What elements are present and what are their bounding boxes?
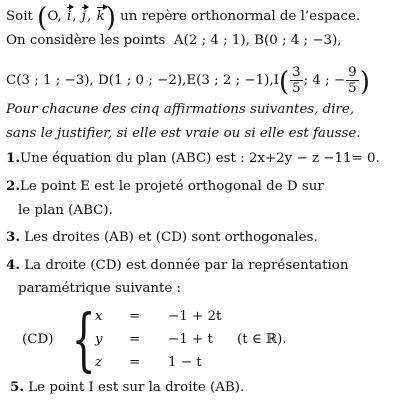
system-label: (CD)	[22, 332, 54, 347]
instruction-line-1: Pour chacune des cinq affirmations suivantes, dire,	[6, 102, 355, 117]
fraction-3-5	[290, 65, 303, 96]
point-A: A(2 ; 4 ; 1),	[173, 33, 250, 48]
item-3	[6, 231, 318, 244]
vector-i: i	[67, 9, 72, 24]
point-E: E(3 ; 2 ; −1),	[186, 73, 274, 88]
sep-comma: ,	[87, 9, 92, 24]
intro-line-2	[6, 34, 342, 47]
item-4	[6, 259, 348, 272]
frac-num: 9	[348, 65, 357, 80]
system-rhs-z: 1 − t	[168, 355, 202, 370]
fraction-9-5	[346, 65, 359, 96]
sep-comma: ,	[72, 9, 77, 24]
repere-text: un repère orthonormal de l’espace.	[120, 9, 361, 24]
item-2	[6, 180, 324, 193]
I-close-paren: )	[359, 66, 370, 98]
left-brace: {	[71, 301, 96, 380]
item-number: 3.	[6, 229, 20, 245]
vector-j: j	[81, 9, 87, 24]
frac-den: 5	[292, 81, 301, 96]
system-eq: =	[129, 309, 141, 324]
intro-soit: Soit	[6, 9, 33, 24]
system-domain: (t ∈ ℝ).	[237, 332, 287, 347]
I-middle: ; 4 ; −	[303, 73, 346, 88]
item-5	[10, 381, 244, 394]
intro-line-1	[6, 2, 361, 34]
origin-label: O,	[47, 9, 62, 24]
item-number: 1.	[6, 150, 20, 166]
considere-text: On considère les points	[6, 33, 166, 48]
item-2-line-2: le plan (ABC).	[18, 203, 113, 218]
system-eq: =	[129, 355, 141, 370]
item-4-line-2: paramétrique suivante :	[18, 281, 182, 296]
point-C: C(3 ; 1 ; −3),	[6, 73, 94, 88]
item-text: Le point E est le projeté orthogonal de D sur	[19, 179, 324, 194]
item-text: Les droites (AB) et (CD) sont orthogonales.	[24, 230, 318, 245]
system-var-y: y	[95, 332, 103, 347]
open-paren: (	[37, 2, 48, 34]
item-number: 5.	[10, 379, 24, 395]
intro-line-3	[6, 65, 370, 96]
system-var-z: z	[95, 355, 103, 370]
item-text: Le point I est sur la droite (AB).	[28, 380, 245, 395]
point-D: D(1 ; 0 ; −2),	[98, 73, 187, 88]
close-paren: )	[105, 2, 116, 34]
instruction-line-2: sans le justifier, si elle est vraie ou si elle est fausse.	[6, 126, 361, 141]
item-text: Une équation du plan (ABC) est : 2x+2y − z −11= 0.	[19, 151, 380, 166]
system-rhs-x: −1 + 2t	[168, 309, 222, 324]
item-text: La droite (CD) est donnée par la représentation	[24, 258, 349, 273]
frac-num: 3	[292, 65, 301, 80]
system-eq: =	[129, 332, 141, 347]
system-rhs-y: −1 + t	[168, 332, 213, 347]
point-I-prefix: I	[273, 73, 279, 88]
system-var-x: x	[95, 309, 103, 324]
item-1	[6, 152, 380, 165]
frac-den: 5	[348, 81, 357, 96]
point-B: B(0 ; 4 ; −3),	[254, 33, 342, 48]
item-number: 4.	[6, 257, 20, 273]
item-number: 2.	[6, 178, 20, 194]
I-open-paren: (	[278, 66, 290, 98]
vector-k: k	[96, 9, 105, 24]
